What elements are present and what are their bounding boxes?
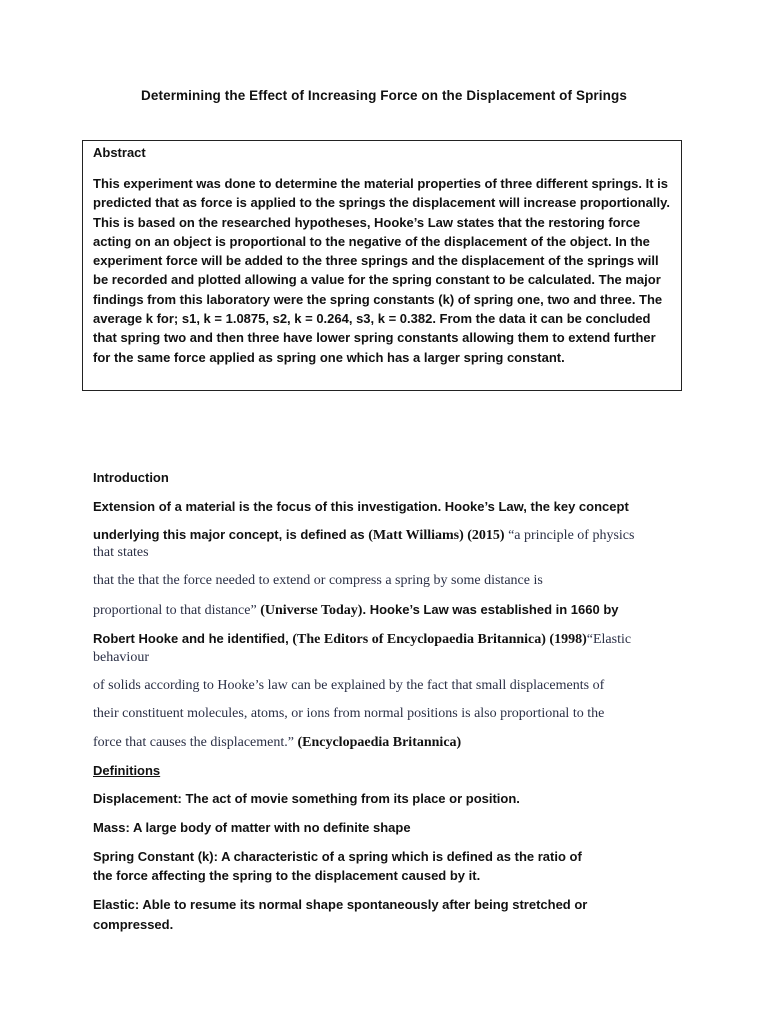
intro-line-5-text: . Hooke’s Law was established in 1660 by <box>362 602 619 617</box>
definition-spring-constant-line-1: Spring Constant (k): A characteristic of a spring which is defined as the ratio of <box>93 849 582 864</box>
citation-universe-today: (Universe Today) <box>256 603 363 618</box>
intro-line-2 <box>93 527 634 544</box>
abstract-box <box>82 140 682 391</box>
intro-line-5-quote: proportional to that distance” <box>93 603 257 618</box>
intro-line-3: that states <box>93 545 149 560</box>
intro-line-7: behaviour <box>93 650 149 665</box>
intro-line-10 <box>93 734 461 751</box>
intro-line-8: of solids according to Hooke’s law can be explained by the fact that small displacements of <box>93 678 605 693</box>
definition-displacement: Displacement: The act of movie something from its place or position. <box>93 791 520 806</box>
definitions-heading: Definitions <box>93 763 161 778</box>
abstract-body: This experiment was done to determine the material properties of three different springs. It is predicted that as force is applied to the springs the displacement will increase proportionally. This is based on the researched hypotheses, Hooke’s Law states that the restoring force acting on an object is proportional to the negative of the displacement of the object. In the experiment force will be added to the three springs and the displacement of the springs will be recorded and plotted allowing a value for the spring constant to be calculated. The major findings from this laboratory were the spring constants (k) of spring one, two and three. The average k for; s1, k = 1.0875, s2, k = 0.264, s3, k = 0.382. From the data it can be concluded that spring two and then three have lower spring constants allowing them to extend further for the same force applied as spring one which has a larger spring constant. <box>93 176 670 365</box>
intro-line-1: Extension of a material is the focus of this investigation. Hooke’s Law, the key concept <box>93 499 629 514</box>
intro-line-9: their constituent molecules, atoms, or ions from normal positions is also proportional to the <box>93 706 605 721</box>
definition-mass: Mass: A large body of matter with no definite shape <box>93 820 411 835</box>
citation-matt-williams: (Matt Williams) (2015) <box>368 528 505 543</box>
introduction-heading: Introduction <box>93 470 169 485</box>
citation-britannica-editors: (The Editors of Encyclopaedia Britannica) (1998) <box>292 632 587 647</box>
intro-line-6 <box>93 631 631 648</box>
document-title: Determining the Effect of Increasing Force on the Displacement of Springs <box>141 88 627 103</box>
definition-elastic-line-1: Elastic: Able to resume its normal shape spontaneously after being stretched or <box>93 897 588 912</box>
abstract-heading: Abstract <box>93 145 146 160</box>
definition-elastic-line-2: compressed. <box>93 917 174 932</box>
intro-line-10-quote: force that causes the displacement.” <box>93 735 294 750</box>
intro-line-2-text: underlying this major concept, is defined as <box>93 527 369 542</box>
intro-line-5 <box>93 602 619 619</box>
intro-line-6-text: Robert Hooke and he identified, <box>93 631 293 646</box>
definition-spring-constant-line-2: the force affecting the spring to the displacement caused by it. <box>93 868 481 883</box>
intro-line-4: that the that the force needed to extend or compress a spring by some distance is <box>93 573 543 588</box>
intro-line-6-quote: “Elastic <box>586 632 632 647</box>
citation-britannica: (Encyclopaedia Britannica) <box>293 735 462 750</box>
intro-line-2-quote: “a principle of physics <box>504 528 635 543</box>
